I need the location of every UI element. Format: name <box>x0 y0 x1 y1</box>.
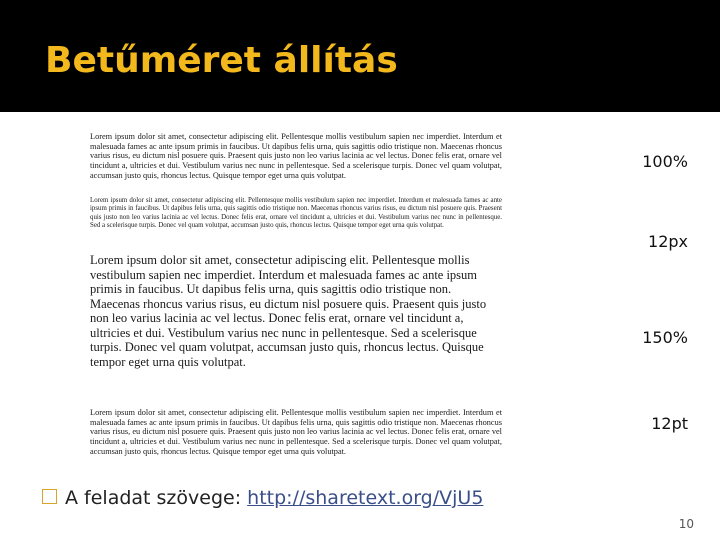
sample-text-12pt: Lorem ipsum dolor sit amet, consectetur adipiscing elit. Pellentesque mollis vestibulum sapien nec imperdiet. Interdum et malesuada fames ac ante ipsum primis in faucibus. Ut dapibus felis urna, quis sagittis odio tristique non. Maecenas rhoncus varius risus, eu dictum nisl posuere quis. Praesent quis justo non leo varius lacinia ac vel lectus. Donec felis erat, ornare vel tincidunt a, ultricies et dui. Vestibulum varius nec nunc in pellentesque. Sed a scelerisque turpis. Donec vel quam volutpat, accumsan justo quis, rhoncus lectus. Quisque tempor eget urna quis volutpat. <box>90 408 502 456</box>
size-label-100-percent: 100% <box>642 152 688 171</box>
slide-title: Betűméret állítás <box>45 40 398 81</box>
task-text: A feladat szövege: <box>65 487 248 509</box>
size-label-12pt: 12pt <box>651 414 688 433</box>
checkbox-bullet-icon <box>42 489 57 504</box>
task-bullet <box>42 487 483 509</box>
page-number: 10 <box>678 517 694 531</box>
slide-header <box>0 0 720 112</box>
size-label-12px: 12px <box>648 232 688 251</box>
size-label-150-percent: 150% <box>642 328 688 347</box>
sample-text-150-percent: Lorem ipsum dolor sit amet, consectetur adipiscing elit. Pellentesque mollis vestibulum sapien nec imperdiet. Interdum et malesuada fames ac ante ipsum primis in faucibus. Ut dapibus felis urna, quis sagittis odio tristique non. Maecenas rhoncus varius risus, eu dictum nisl posuere quis. Praesent quis justo non leo varius lacinia ac vel lectus. Donec felis erat, ornare vel tincidunt a, ultricies et dui. Vestibulum varius nec nunc in pellentesque. Sed a scelerisque turpis. Donec vel quam volutpat, accumsan justo quis, rhoncus lectus. Quisque tempor eget urna quis volutpat. <box>90 253 487 369</box>
sample-text-12px: Lorem ipsum dolor sit amet, consectetur adipiscing elit. Pellentesque mollis vestibulum sapien nec imperdiet. Interdum et malesuada fames ac ante ipsum primis in faucibus. Ut dapibus felis urna, quis sagittis odio tristique non. Maecenas rhoncus varius risus, eu dictum nisl posuere quis. Praesent quis justo non leo varius lacinia ac vel lectus. Donec felis erat, ornare vel tincidunt a, ultricies et dui. Vestibulum varius nec nunc in pellentesque. Sed a scelerisque turpis. Donec vel quam volutpat, accumsan justo quis, rhoncus lectus. Quisque tempor eget urna quis volutpat. <box>90 197 502 229</box>
sample-text-100-percent: Lorem ipsum dolor sit amet, consectetur adipiscing elit. Pellentesque mollis vestibulum sapien nec imperdiet. Interdum et malesuada fames ac ante ipsum primis in faucibus. Ut dapibus felis urna, quis sagittis odio tristique non. Maecenas rhoncus varius risus, eu dictum nisl posuere quis. Praesent quis justo non leo varius lacinia ac vel lectus. Donec felis erat, ornare vel tincidunt a, ultricies et dui. Vestibulum varius nec nunc in pellentesque. Sed a scelerisque turpis. Donec vel quam volutpat, accumsan justo quis, rhoncus lectus. Quisque tempor eget urna quis volutpat. <box>90 132 502 180</box>
task-link[interactable]: http://sharetext.org/VjU5 <box>247 487 484 509</box>
